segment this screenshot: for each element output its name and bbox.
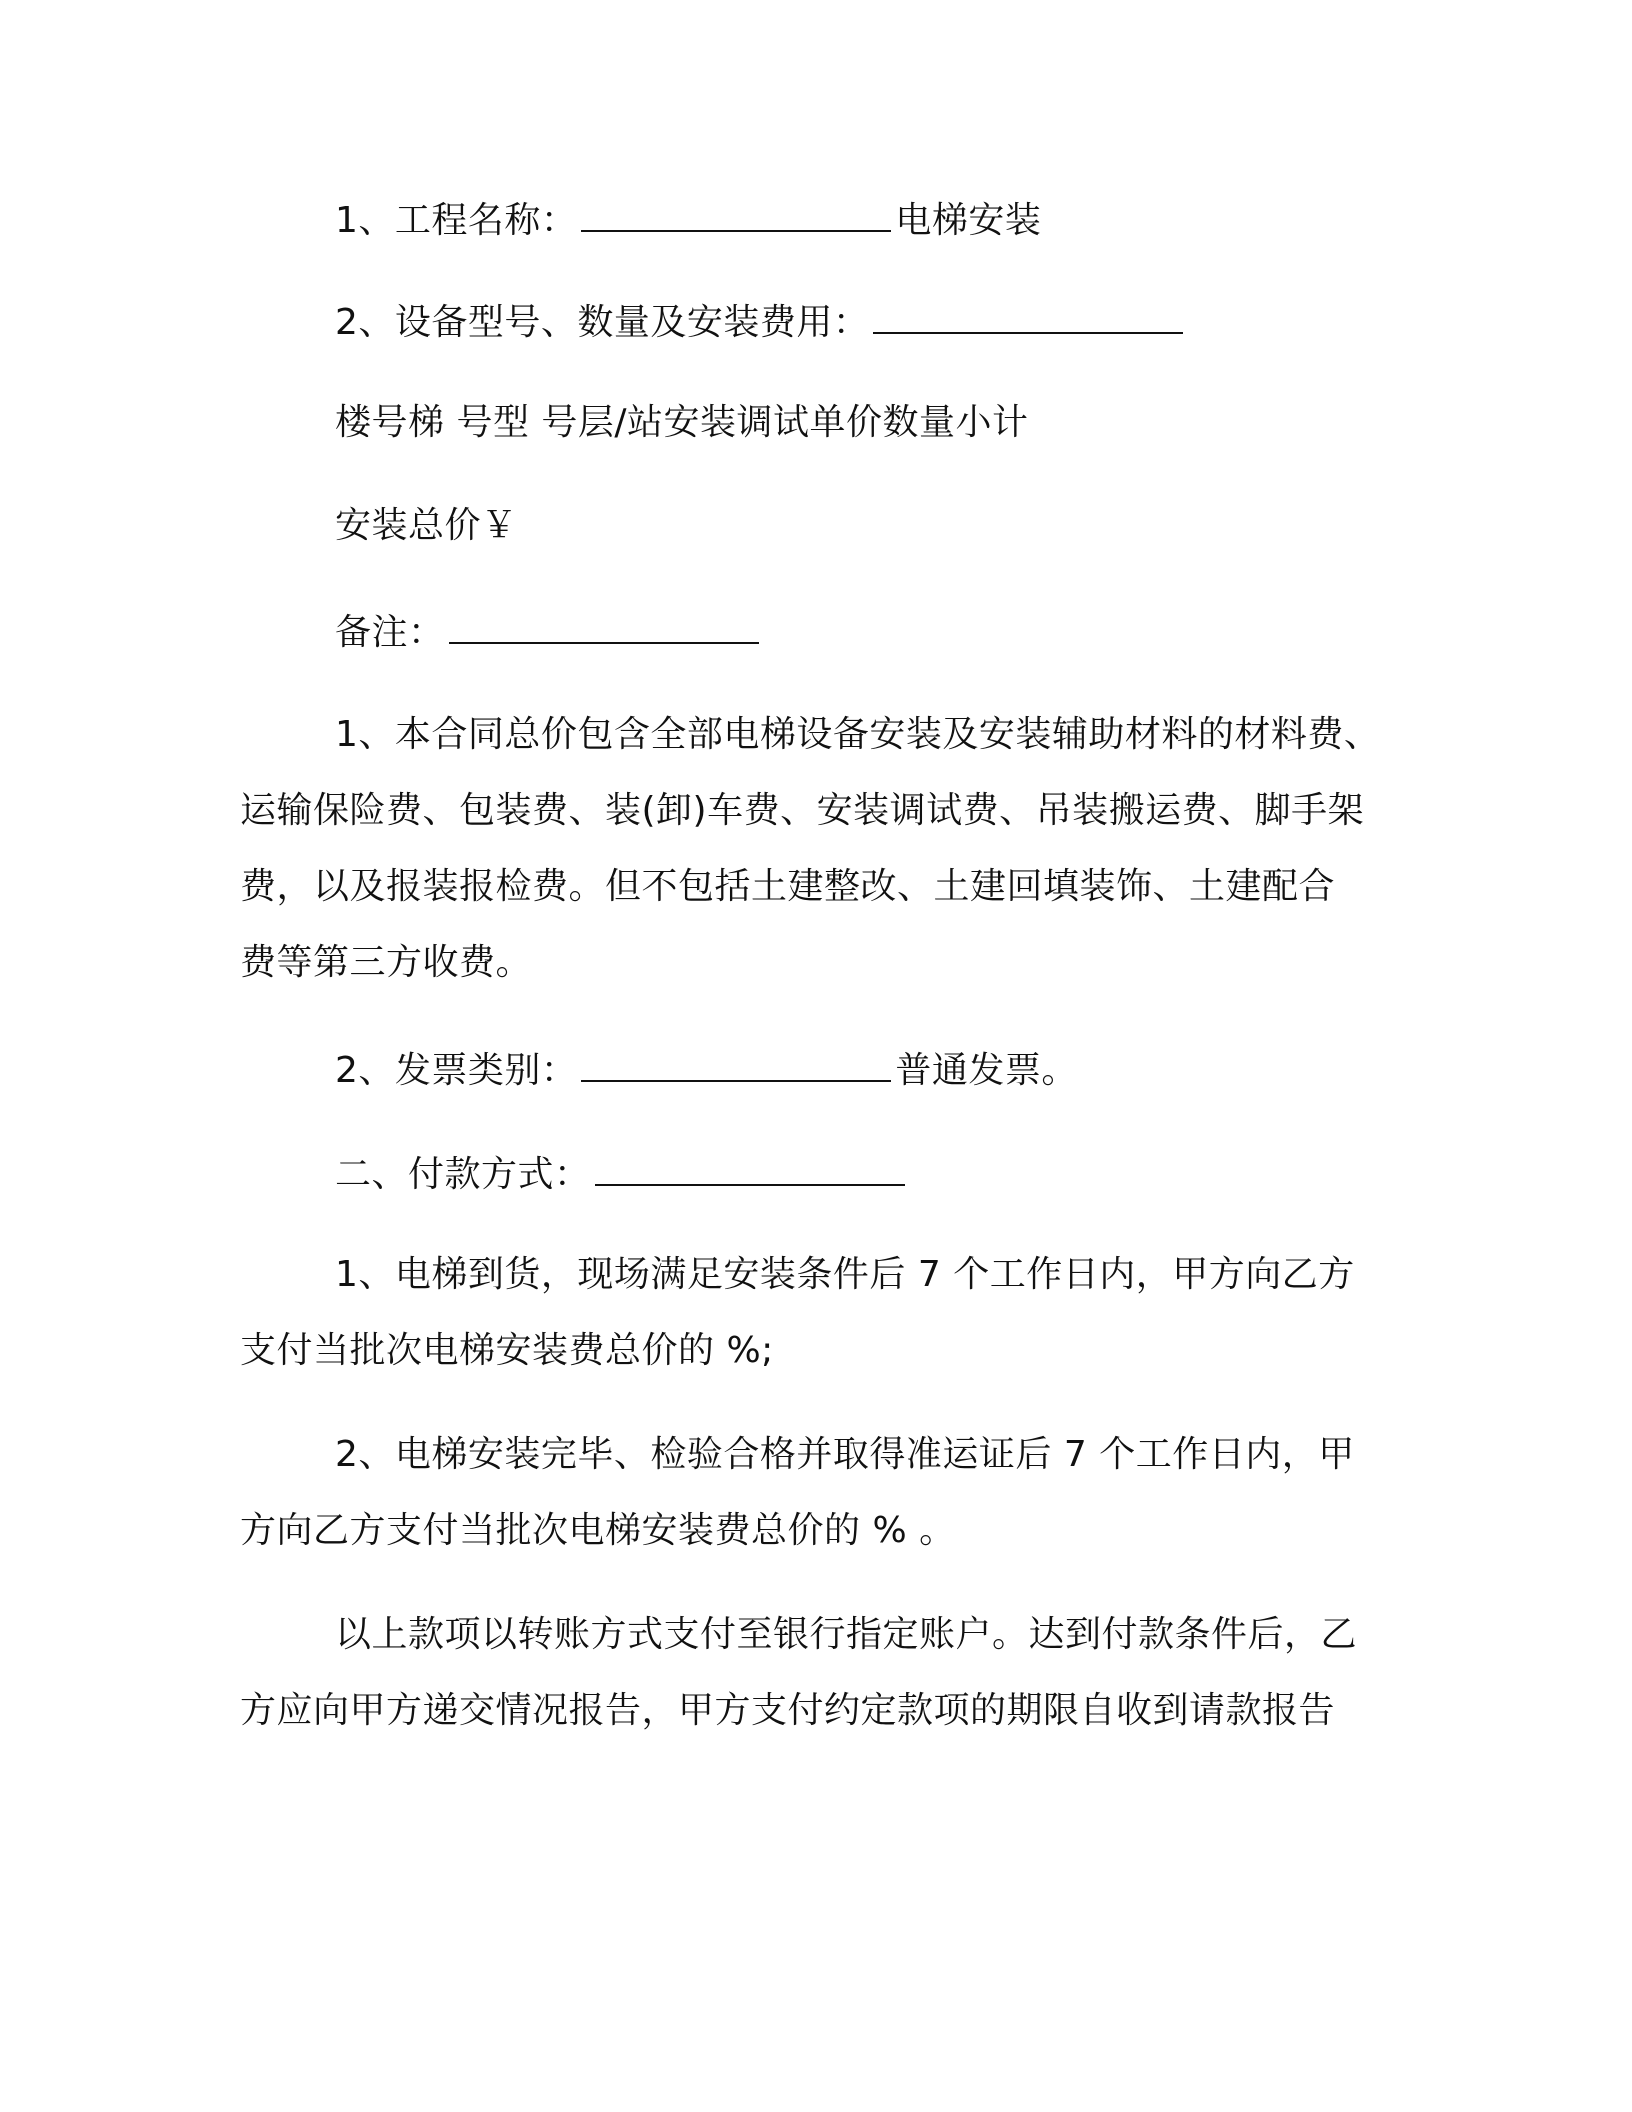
payment-clause-2-line-2: 方向乙方支付当批次电梯安装费总价的 % 。 [240, 1510, 956, 1551]
clause-1-line-2: 运输保险费、包装费、装(卸)车费、安装调试费、吊装搬运费、脚手架 [240, 790, 1365, 831]
payment-method-line [335, 1152, 909, 1195]
clause-1-line-1: 1、本合同总价包含全部电梯设备安装及安装辅助材料的材料费、 [335, 714, 1381, 755]
equipment-line [335, 300, 1187, 343]
transfer-clause-line-1: 以上款项以转账方式支付至银行指定账户。达到付款条件后，乙 [335, 1614, 1358, 1655]
invoice-type-line [335, 1048, 1078, 1091]
project-name-label: 1、工程名称： [335, 200, 578, 241]
project-name-value: 电梯安装 [895, 200, 1042, 241]
equipment-blank [873, 300, 1183, 334]
remarks-blank [449, 610, 759, 644]
payment-clause-1-line-1: 1、电梯到货，现场满足安装条件后 7 个工作日内，甲方向乙方 [335, 1254, 1355, 1295]
project-name-line [335, 198, 1041, 241]
total-price-line: 安装总价￥ [335, 505, 518, 546]
equipment-label: 2、设备型号、数量及安装费用： [335, 302, 870, 343]
table-header-line: 楼号梯 号型 号层/站安装调试单价数量小计 [335, 402, 1029, 443]
payment-clause-1-line-2: 支付当批次电梯安装费总价的 %; [240, 1330, 774, 1371]
invoice-type-blank [581, 1048, 891, 1082]
project-name-blank [581, 198, 891, 232]
clause-1-line-3: 费，以及报装报检费。但不包括土建整改、土建回填装饰、土建配合 [240, 866, 1336, 907]
transfer-clause-line-2: 方应向甲方递交情况报告，甲方支付约定款项的期限自收到请款报告 [240, 1690, 1336, 1731]
payment-method-blank [595, 1152, 905, 1186]
invoice-type-label: 2、发票类别： [335, 1050, 578, 1091]
invoice-type-value: 普通发票。 [895, 1050, 1078, 1091]
payment-clause-2-line-1: 2、电梯安装完毕、检验合格并取得准运证后 7 个工作日内，甲 [335, 1434, 1355, 1475]
payment-method-label: 二、付款方式： [335, 1154, 591, 1195]
remarks-label: 备注： [335, 612, 445, 653]
remarks-line [335, 610, 763, 653]
clause-1-line-4: 费等第三方收费。 [240, 942, 533, 983]
